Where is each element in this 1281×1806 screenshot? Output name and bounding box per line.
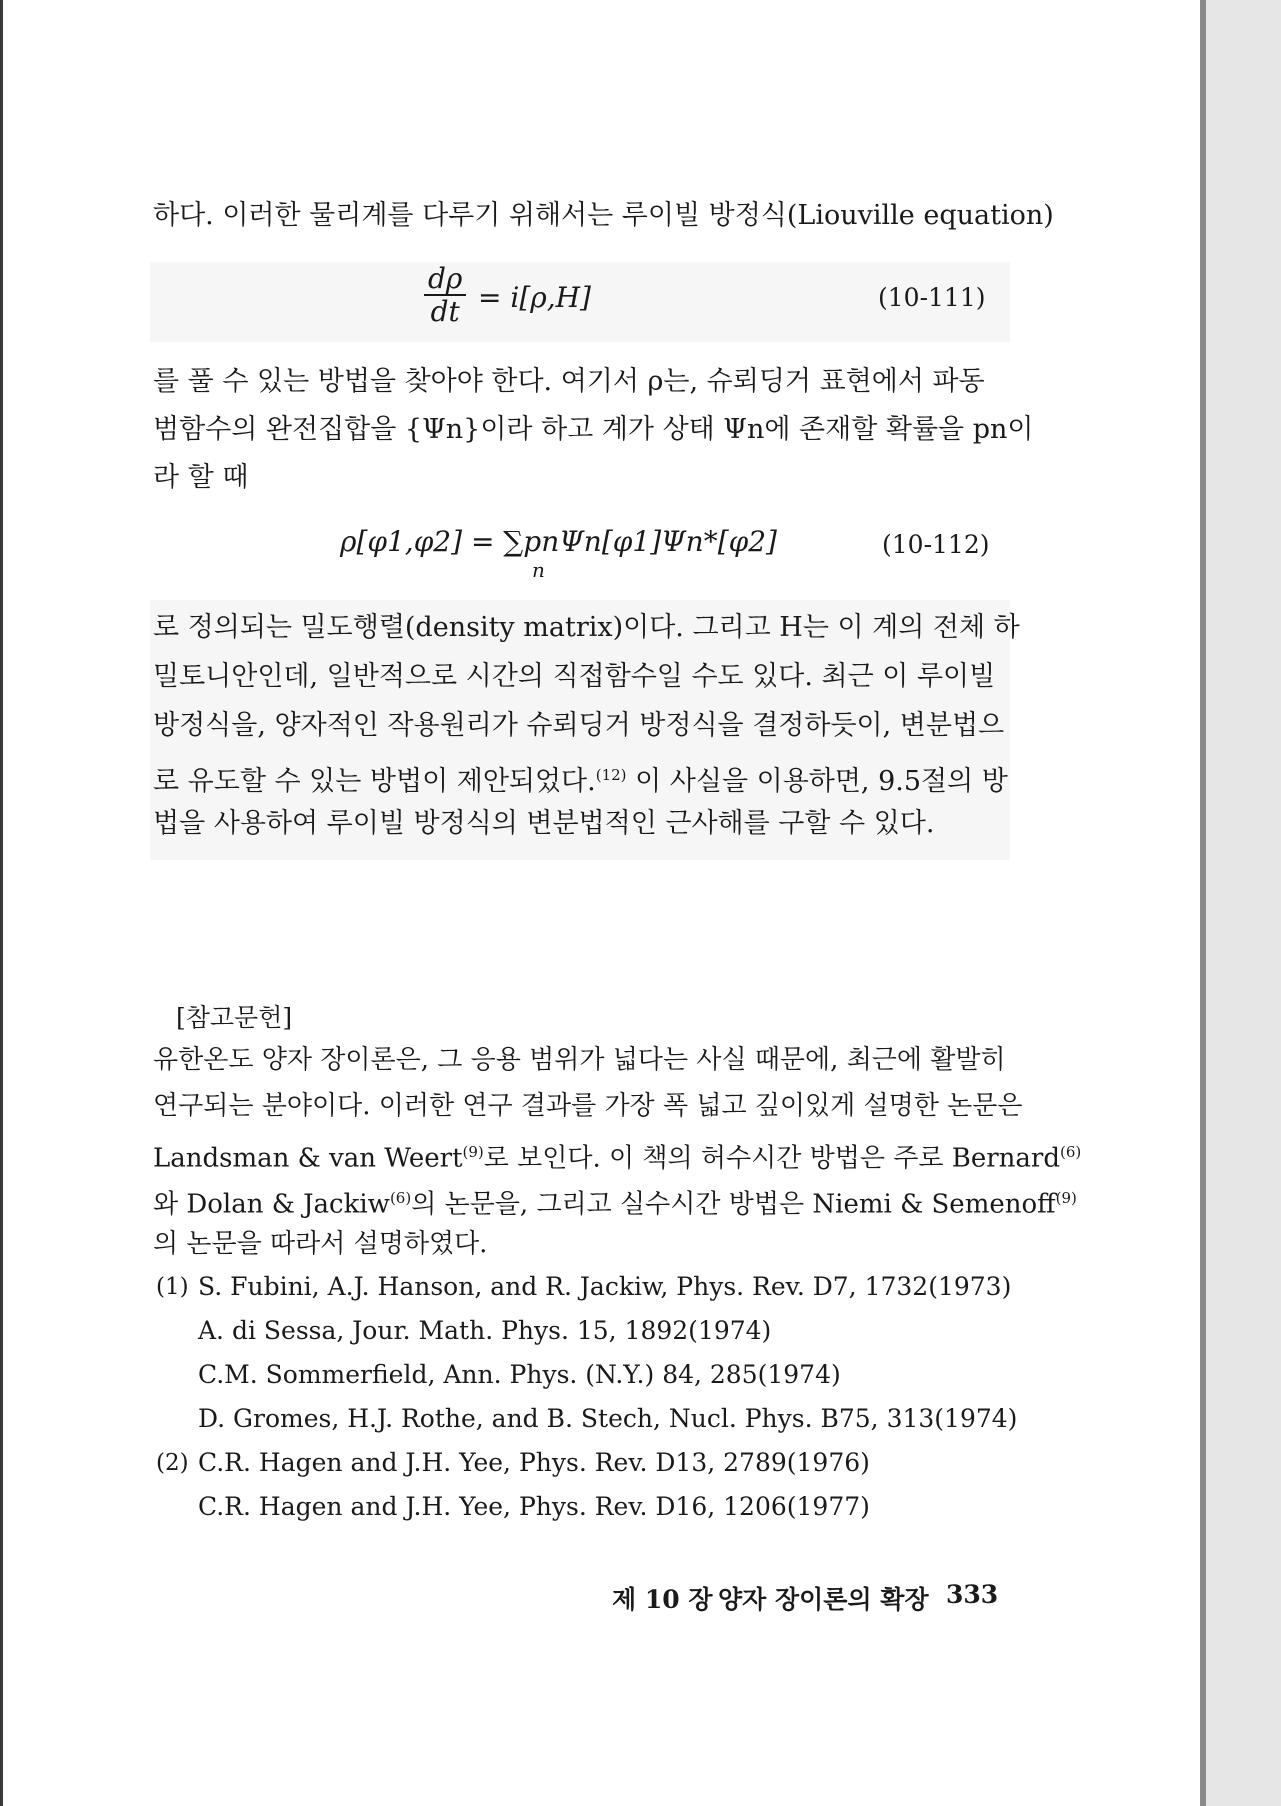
equation-112: ρ[φ1,φ2] = ∑pnΨn[φ1]Ψn*[φ2] bbox=[340, 525, 777, 558]
equation-number: (10-111) bbox=[878, 283, 986, 312]
citation-sup: (6) bbox=[1060, 1143, 1082, 1161]
body-line: 로 정의되는 밀도행렬(density matrix)이다. 그리고 H는 이 계의 전체 하 bbox=[153, 612, 1020, 643]
reference-entry: A. di Sessa, Jour. Math. Phys. 15, 1892(1974) bbox=[198, 1316, 772, 1345]
refs-intro-line: 의 논문을 따라서 설명하였다. bbox=[153, 1229, 488, 1259]
refs-intro-line: 연구되는 분야이다. 이러한 연구 결과를 가장 폭 넓고 깊이있게 설명한 논문은 bbox=[153, 1091, 1023, 1121]
reference-entry: S. Fubini, A.J. Hanson, and R. Jackiw, Phys. Rev. D7, 1732(1973) bbox=[198, 1272, 1012, 1301]
reference-entry: C.M. Sommerfield, Ann. Phys. (N.Y.) 84, 285(1974) bbox=[198, 1360, 841, 1389]
footer-title: 양자 장이론의 확장 bbox=[718, 1585, 929, 1614]
body-text: 와 Dolan & Jackiw bbox=[153, 1189, 390, 1220]
body-text: 이 사실을 이용하면, 9.5절의 방 bbox=[626, 766, 1008, 797]
body-text: 로 유도할 수 있는 방법이 제안되었다. bbox=[153, 766, 596, 797]
equation-rhs: = i[ρ,H] bbox=[478, 281, 591, 314]
page-number: 333 bbox=[946, 1580, 999, 1609]
scroll-gutter bbox=[1206, 0, 1281, 1806]
page-left-border bbox=[0, 0, 3, 1806]
ref-number: (1) bbox=[156, 1274, 189, 1300]
refs-intro-line bbox=[153, 1134, 1082, 1177]
sum-index: n bbox=[532, 558, 545, 582]
footer-chapter: 제 10 장 bbox=[612, 1585, 713, 1614]
body-text: Landsman & van Weert bbox=[153, 1143, 463, 1174]
body-text: 로 보인다. 이 책의 허수시간 방법은 주로 Bernard bbox=[483, 1143, 1060, 1174]
body-line bbox=[153, 757, 1013, 800]
equation-number: (10-112) bbox=[882, 530, 990, 559]
citation-sup: (6) bbox=[389, 1189, 412, 1207]
body-line: 라 할 때 bbox=[153, 462, 249, 493]
body-line: 범함수의 완전집합을 {Ψn}이라 하고 계가 상태 Ψn에 존재할 확률을 pn이 bbox=[153, 414, 1034, 445]
body-line: 를 풀 수 있는 방법을 찾아야 한다. 여기서 ρ는, 슈뢰딩거 표현에서 파동 bbox=[153, 366, 985, 397]
reference-entry: C.R. Hagen and J.H. Yee, Phys. Rev. D16, 1206(1977) bbox=[198, 1492, 870, 1521]
reference-entry: D. Gromes, H.J. Rothe, and B. Stech, Nucl. Phys. B75, 313(1974) bbox=[198, 1404, 1018, 1433]
references-heading: [참고문헌] bbox=[176, 1003, 293, 1032]
body-text: 의 논문을, 그리고 실수시간 방법은 Niemi & Semenoff bbox=[411, 1189, 1056, 1220]
citation-sup: (9) bbox=[462, 1143, 484, 1161]
citation-sup: (9) bbox=[1055, 1189, 1077, 1207]
citation-sup: (12) bbox=[595, 766, 627, 784]
ref-number: (2) bbox=[156, 1450, 189, 1476]
equation-fraction bbox=[424, 264, 466, 328]
fraction-numerator: dρ bbox=[424, 264, 466, 296]
refs-intro-line bbox=[153, 1180, 1077, 1223]
refs-intro-line: 유한온도 양자 장이론은, 그 응용 범위가 넓다는 사실 때문에, 최근에 활발히 bbox=[153, 1045, 1006, 1075]
body-line: 하다. 이러한 물리계를 다루기 위해서는 루이빌 방정식(Liouville equation) bbox=[153, 200, 1054, 231]
body-line: 밀토니안인데, 일반적으로 시간의 직접함수일 수도 있다. 최근 이 루이빌 bbox=[153, 661, 996, 692]
reference-entry: C.R. Hagen and J.H. Yee, Phys. Rev. D13, 2789(1976) bbox=[198, 1448, 870, 1477]
fraction-denominator: dt bbox=[430, 295, 460, 328]
body-line: 법을 사용하여 루이빌 방정식의 변분법적인 근사해를 구할 수 있다. bbox=[153, 808, 935, 839]
body-line: 방정식을, 양자적인 작용원리가 슈뢰딩거 방정식을 결정하듯이, 변분법으 bbox=[153, 710, 1005, 741]
